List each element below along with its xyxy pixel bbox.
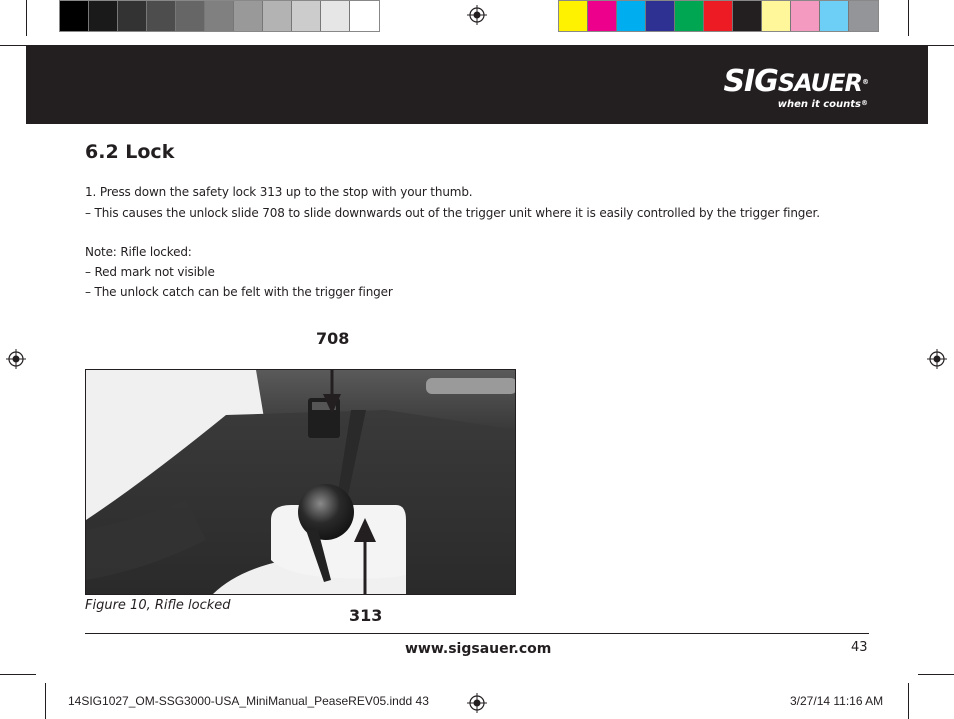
header-band [26, 45, 928, 124]
slug-file-name: 14SIG1027_OM-SSG3000-USA_MiniManual_PeaseREV05.indd 43 [68, 694, 429, 708]
crop-mark [26, 0, 27, 36]
rifle-illustration [86, 370, 516, 595]
page-number: 43 [851, 640, 868, 655]
note-item-1: – Red mark not visible [85, 265, 215, 279]
sig-sauer-logo [723, 64, 868, 110]
grayscale-swatch [60, 1, 89, 31]
process-swatch [617, 1, 646, 31]
registration-mark-icon [6, 349, 26, 369]
process-color-bar [558, 0, 879, 32]
grayscale-swatch [205, 1, 234, 31]
callout-313: 313 [349, 606, 383, 625]
logo-trademark: ® [862, 78, 868, 86]
footer-rule [85, 633, 869, 634]
grayscale-swatch [147, 1, 176, 31]
process-swatch [675, 1, 704, 31]
process-swatch [791, 1, 820, 31]
process-swatch [733, 1, 762, 31]
crop-mark [918, 674, 954, 675]
grayscale-swatch [118, 1, 147, 31]
registration-mark-icon [927, 349, 947, 369]
section-title: 6.2 Lock [85, 141, 175, 163]
grayscale-swatch [234, 1, 263, 31]
grayscale-swatch [292, 1, 321, 31]
crop-mark [45, 683, 46, 719]
callout-708: 708 [316, 329, 350, 348]
process-swatch [588, 1, 617, 31]
grayscale-swatch [321, 1, 350, 31]
slug-date-time: 3/27/14 11:16 AM [790, 694, 884, 708]
process-swatch [559, 1, 588, 31]
logo-tagline-mark: ® [861, 99, 868, 107]
process-swatch [762, 1, 791, 31]
logo-tagline: when it counts [777, 99, 861, 110]
grayscale-swatch [350, 1, 379, 31]
process-swatch [646, 1, 675, 31]
grayscale-swatch [263, 1, 292, 31]
process-swatch [704, 1, 733, 31]
step-1-detail: – This causes the unlock slide 708 to slide downwards out of the trigger unit where it is easily controlled by the trigger finger. [85, 206, 820, 220]
step-1: 1. Press down the safety lock 313 up to the stop with your thumb. [85, 185, 473, 199]
grayscale-swatch [89, 1, 118, 31]
crop-mark [908, 0, 909, 36]
logo-sig: SIG [723, 64, 778, 99]
footer-url: www.sigsauer.com [405, 641, 552, 657]
figure-caption: Figure 10, Rifle locked [85, 598, 231, 613]
registration-mark-icon [467, 693, 487, 713]
crop-mark [908, 683, 909, 719]
process-swatch [849, 1, 878, 31]
crop-mark [0, 674, 36, 675]
logo-sauer: SAUER [777, 69, 862, 97]
grayscale-swatch [176, 1, 205, 31]
note-heading: Note: Rifle locked: [85, 245, 192, 259]
registration-mark-icon [467, 5, 487, 25]
note-item-2: – The unlock catch can be felt with the trigger finger [85, 285, 393, 299]
rifle-photo [85, 369, 516, 595]
grayscale-color-bar [59, 0, 380, 32]
process-swatch [820, 1, 849, 31]
